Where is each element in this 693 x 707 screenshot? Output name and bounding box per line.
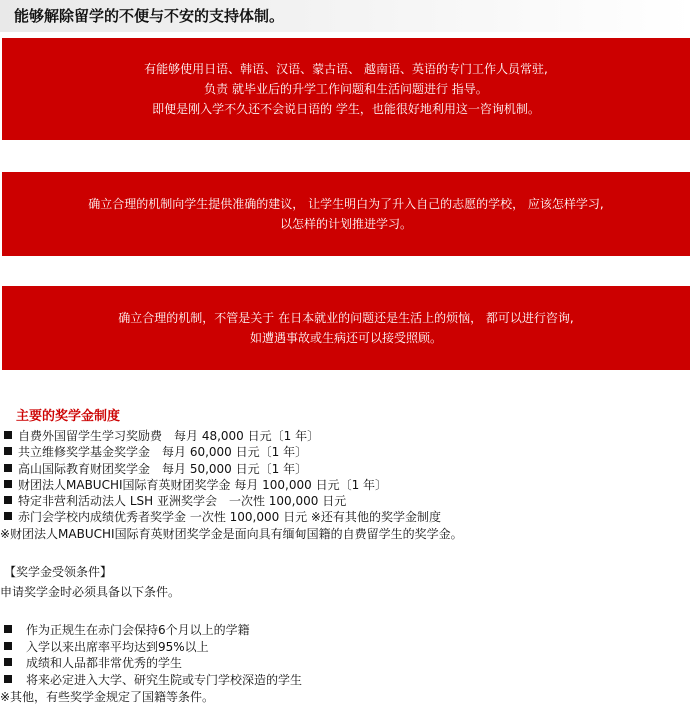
condition-item-text: 作为正规生在赤门会保持6个月以上的学籍 — [26, 623, 250, 637]
scholarship-item-text: 赤门会学校内成绩优秀者奖学金 一次性 100,000 日元 ※还有其他的奖学金制度 — [18, 510, 441, 525]
square-bullet-icon — [4, 675, 12, 683]
square-bullet-icon — [4, 447, 12, 455]
condition-item-text: 入学以来出席率平均达到95%以上 — [26, 639, 209, 654]
support-box-languages — [2, 38, 690, 140]
square-bullet-icon — [4, 512, 12, 520]
scholarship-item-text: 自费外国留学生学习奖励费 每月 48,000 日元〔1 年〕 — [18, 429, 320, 443]
scholarship-item-text: 财团法人MABUCHI国际育英财团奖学金 每月 100,000 日元〔1 年〕 — [18, 477, 388, 492]
support-box-line: 如遭遇事故或生病还可以接受照顾。 — [249, 331, 442, 345]
list-item — [0, 509, 441, 525]
square-bullet-icon — [4, 496, 12, 504]
support-box-line: 即便是刚入学不久还不会说日语的 学生，也能很好地利用这一咨询机制。 — [152, 102, 540, 116]
conditions-heading: 【奖学金受领条件】 — [4, 565, 113, 579]
list-item — [0, 622, 302, 639]
square-bullet-icon — [4, 431, 12, 439]
square-bullet-icon — [4, 658, 12, 666]
condition-item-text: 将来必定进入大学、研究生院或专门学校深造的学生 — [26, 672, 303, 687]
conditions-intro: 申请奖学金时必须具备以下条件。 — [0, 585, 181, 599]
list-item — [0, 639, 302, 656]
scholarship-item-text: 特定非营利活动法人 LSH 亚洲奖学会 一次性 100,000 日元 — [18, 494, 347, 509]
list-item — [0, 477, 441, 493]
scholarship-heading: 主要的奖学金制度 — [16, 409, 121, 424]
list-item — [0, 655, 302, 672]
support-box-line: 确立合理的机制向学生提供准确的建议， 让学生明白为了升入自己的志愿的学校， 应该怎样学习, — [88, 197, 604, 211]
square-bullet-icon — [4, 480, 12, 488]
scholarship-item-text: 共立维修奖学基金奖学金 每月 60,000 日元〔1 年〕 — [18, 445, 308, 460]
list-item — [0, 444, 441, 460]
scholarship-list — [0, 428, 441, 526]
conditions-list — [0, 622, 302, 688]
square-bullet-icon — [4, 625, 12, 633]
support-box-life-consulting — [2, 286, 690, 370]
square-bullet-icon — [4, 464, 12, 472]
list-item — [0, 672, 302, 689]
scholarship-item-text: 高山国际教育财团奖学金 每月 50,000 日元〔1 年〕 — [18, 461, 308, 476]
list-item — [0, 461, 441, 477]
square-bullet-icon — [4, 642, 12, 650]
support-box-study-advice — [2, 172, 690, 256]
support-box-line: 以怎样的计划推进学习。 — [279, 217, 412, 231]
list-item — [0, 493, 441, 509]
support-box-line: 负责 就毕业后的升学工作问题和生活问题进行 指导。 — [204, 82, 488, 96]
page-title: 能够解除留学的不便与不安的支持体制。 — [0, 0, 693, 32]
support-box-line: 确立合理的机制，不管是关于 在日本就业的问题还是生活上的烦恼， 都可以进行咨询, — [118, 311, 574, 325]
scholarship-note: ※财团法人MABUCHI国际育英财团奖学金是面向具有缅甸国籍的自费留学生的奖学金。 — [0, 527, 463, 541]
condition-item-text: 成绩和人品都非常优秀的学生 — [26, 656, 183, 670]
list-item — [0, 428, 441, 444]
conditions-note: ※其他，有些奖学金规定了国籍等条件。 — [0, 690, 215, 704]
support-box-line: 有能够使用日语、韩语、汉语、蒙古语、 越南语、英语的专门工作人员常驻, — [144, 62, 548, 76]
